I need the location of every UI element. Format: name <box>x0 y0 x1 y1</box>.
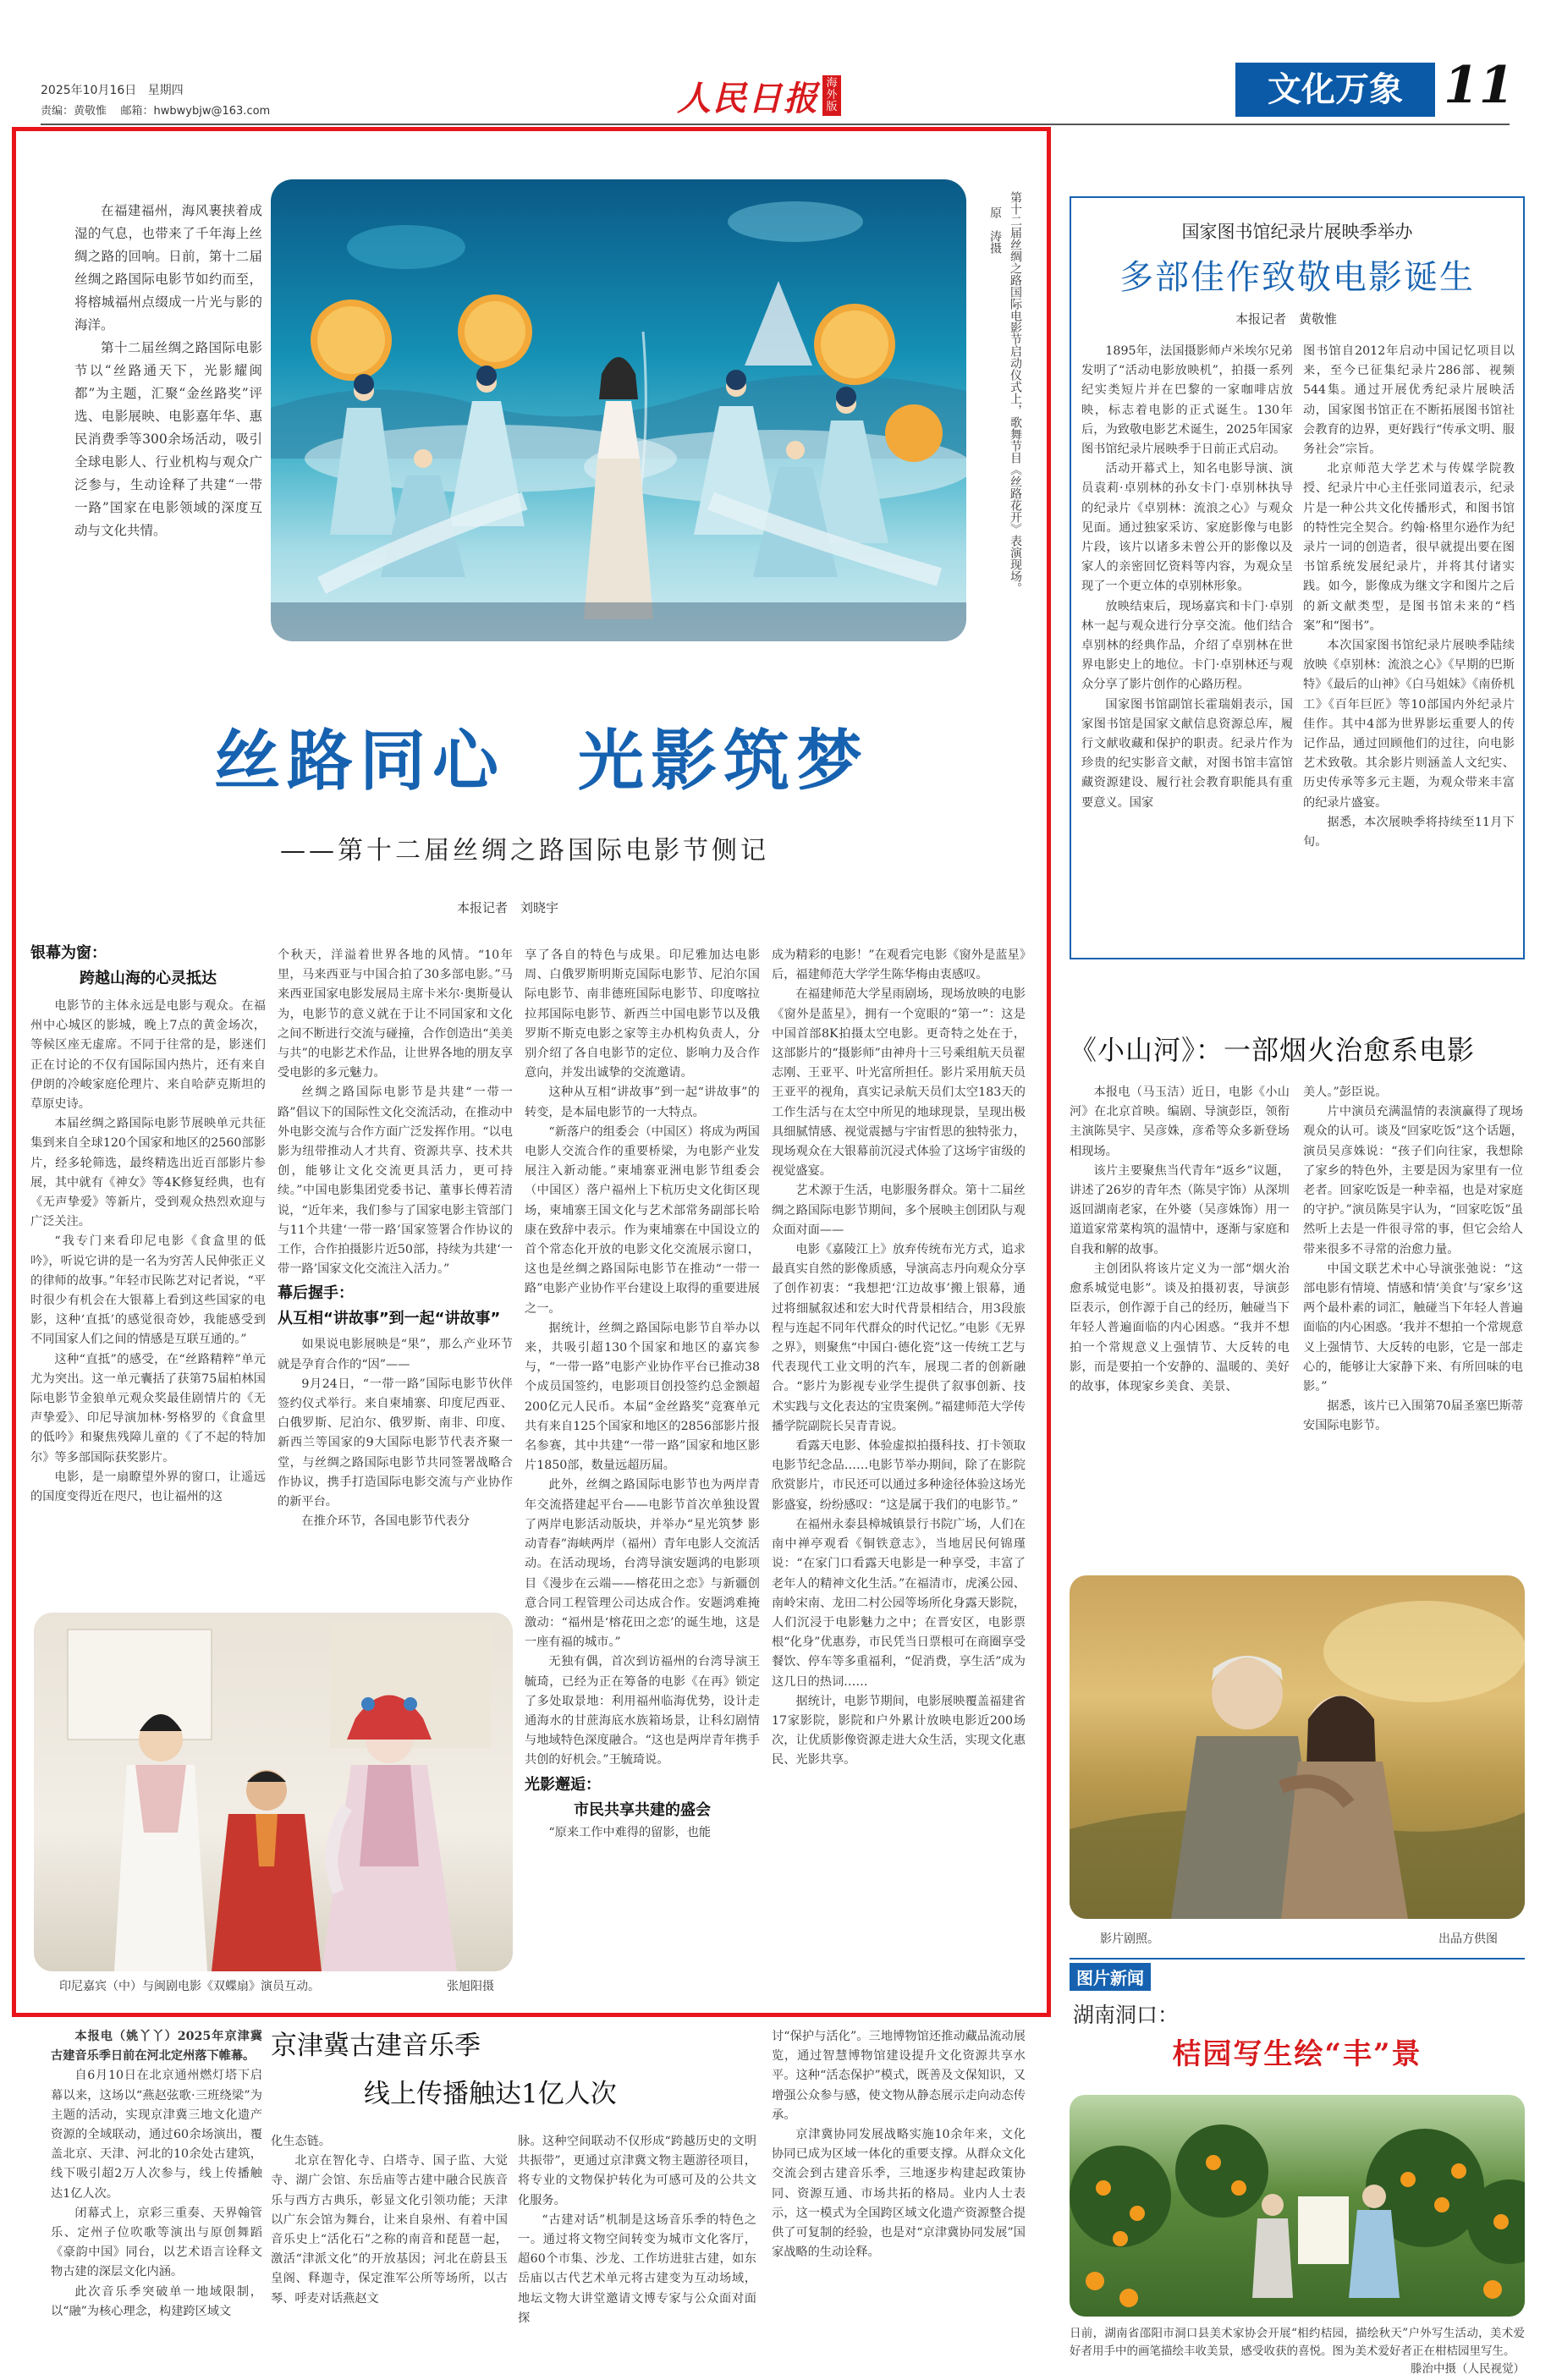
body-paragraph: “古建对话”机制是这场音乐季的特色之一。通过将文物空间转变为城市文化客厅，超60个市集、沙龙、工作坊进驻古建，如东岳庙以古代艺术单元将古建变为互动场域，地坛文物大讲堂邀请文博专家与公众面对面探 <box>518 2212 756 2325</box>
music-column-3 <box>518 2132 756 2374</box>
music-column-2 <box>271 2132 508 2374</box>
section-head: 幕后握手： <box>278 1284 354 1303</box>
body-paragraph: 北京师范大学艺术与传媒学院教授、纪录片中心主任张同道表示，纪录片是一种公共文化传播形式，和图书馆的特性完全契合。约翰·格里尔逊作为纪录片一词的创造者，很早就提出要在图书馆系统发展纪录片，并将其付诸实践。如今，影像成为继文字和图片之后的新文献类型，是图书馆未来的“档案”和“图书”。 <box>1303 462 1515 633</box>
body-paragraph: 讨“保护与活化”。三地博物馆还推动藏品流动展览，通过智慧博物馆建设提升文化资源共享水平。这种“活态保护”模式，既善及文保知识，又增强公众参与感，使文物从静态展示走向动态传承。 <box>772 2030 1026 2122</box>
orchard-illustration <box>1070 2095 1525 2317</box>
body-paragraph: 化生态链。 <box>271 2135 331 2148</box>
body-paragraph: 据统计，丝绸之路国际电影节自举办以来，共吸引超130个国家和地区的嘉宾参与，“一带一路”电影产业协作平台已推动38个成员国签约，电影项目创投签约总金额超200亿元人民币。本届“金丝路奖”竞赛单元共有来自125个国家和地区的2856部影片报名参赛，其中共建“一带一路”国家和地区影片1850部，数量远超历届。 <box>525 1321 760 1473</box>
main-column-4 <box>772 946 1026 1997</box>
headline-line-1: 京津冀古建音乐季 <box>271 2031 481 2061</box>
body-paragraph: 本次国家图书馆纪录片展映季陆续放映《卓别林：流浪之心》《早期的巴斯特》《最后的山神》《白马姐妹》《南侨机工》《百年巨匠》等10部国内外纪录片佳作。其中4部为世界影坛重要人的传记作品，通过回顾他们的过往，向电影艺术致敬。其余影片则涵盖人文纪实、历史传承等多元主题，为观众带来丰富的纪录片盛宴。 <box>1303 639 1515 810</box>
photo-caption: 影片剧照。 <box>1100 1932 1159 1946</box>
edition-badge: 海外版 <box>822 75 841 116</box>
body-paragraph: 在福建师范大学星雨剧场，现场放映的电影《窗外是蓝星》，拥有一个宽眼的“第一”：这是中国首部8K拍摄太空电影。更奇特之处在于，这部影片的“摄影师”由神舟十三号乘组航天员翟志刚、王亚平、叶光富所担任。影片采用航天员王亚平的视角，真实记录航天员们太空183天的工作生活与在太空中所见的地球现景，呈现出极具细腻情感、视觉震撼与宇宙哲思的独特张力，现场观众在大银幕前沉浸式体验了这场宇宙级的视觉盛宴。 <box>772 987 1026 1179</box>
section-title: 文化万象 <box>1235 63 1435 117</box>
photo-caption-vertical <box>982 191 1026 631</box>
main-subheadline: ——第十二届丝绸之路国际电影节侧记 <box>280 836 769 866</box>
body-paragraph: 该片主要聚焦当代青年“返乡”议题，讲述了26岁的青年杰（陈昊宇饰）从深圳返回湖南老家，在外婆（吴彦姝饰）用一道道家常菜构筑的温情中，逐渐与家庭和自我和解的故事。 <box>1070 1163 1290 1256</box>
masthead <box>0 0 1551 127</box>
photo-news-caption <box>1070 2325 1525 2378</box>
photo-news-tag: 图片新闻 <box>1070 1963 1151 1991</box>
photo-credit: 张旭阳摄 <box>447 1980 494 1993</box>
body-paragraph: 本届丝绸之路国际电影节展映单元共征集到来自全球120个国家和地区的2560部影片，经多轮筛选，最终精选出近百部影片参展，其中就有《神女》等4K修复经典，也有《无声挚爱》等新片，受到观众热烈欢迎与广泛关注。 <box>30 1117 266 1229</box>
body-paragraph: 在福州永泰县樟城镇景行书院广场，人们在南中禅亭观看《铜铁意志》，当地居民何锦瑾说：“在家门口看露天电影是一种享受，丰富了老年人的精神文化生活。”在福清市，虎溪公园、南岭宋南、龙田二村公园等场所化身露天影院，人们沉浸于电影魅力之中；在晋安区，电影票根“化身”优惠券，市民凭当日票根可在商圈享受餐饮、停车等多重福利，“促消费，享生活”成为这几日的热词…… <box>772 1517 1026 1689</box>
body-paragraph: 电影《嘉陵江上》放弃传统布光方式，追求最真实自然的影像质感，导演高志丹向观众分享了创作初衷：“我想把‘江边故事’搬上银幕，通过将细腻叙述和宏大时代背景相结合，用3段旅程与连起不同年代群众的时代记忆。”电影《无界之界》，则聚焦“中国白·德化瓷”这一传统工艺与代表现代工业文明的汽车，展现二者的创新融合。“影片为影视专业学生提供了叙事创新、技术实践与文化表达的宝贵案例。”福建师范大学传播学院副院长吴青青说。 <box>772 1243 1026 1433</box>
body-paragraph: 这种从互相“讲故事”到一起“讲故事”的转变，是本届电影节的一大特点。 <box>525 1086 760 1119</box>
section-head: 银幕为窗： <box>30 944 107 962</box>
page-number: 11 <box>1444 56 1515 115</box>
body-paragraph: 放映结束后，现场嘉宾和卡门·卓别林一起与观众进行分享交流。他们结合卓别林的经典作品，介绍了卓别林在世界电影史上的地位。卡门·卓别林还与观众分享了影片创作的心路历程。 <box>1081 599 1293 692</box>
photo-caption: 第十二届丝绸之路国际电影节启动仪式上，歌舞节目《丝路花开》表演现场。 <box>1009 191 1022 594</box>
body-paragraph: 据统计，电影节期间，电影展映覆盖福建省17家影院，影院和户外累计放映电影近200场次，让优质影像资源走进大众生活，实现文化惠民、光影共享。 <box>772 1694 1026 1767</box>
main-byline <box>457 899 711 916</box>
body-paragraph: 这种“直抵”的感受，在“丝路精粹”单元尤为突出。这一单元囊括了获第75届柏林国际电影节金狼单元观众奖最佳剧情片的《无声挚爱》、印尼导演加林·努格罗的《食盒里的低吟》和聚焦残障儿童的《了不起的特加尔》等多部国际获奖影片。 <box>30 1352 266 1465</box>
film-column-2 <box>1303 1083 1523 1572</box>
headline-line-2: 线上传播触达1亿人次 <box>364 2079 617 2109</box>
body-paragraph: 美人。”彭臣说。 <box>1303 1086 1388 1099</box>
music-season-headline <box>271 2024 795 2110</box>
article-kicker: 国家图书馆纪录片展映季举办 <box>1181 222 1413 242</box>
caption-credit: 滕治中摄（人民视觉） <box>1411 2362 1525 2376</box>
photo-news-kicker: 湖南洞口： <box>1073 2003 1180 2027</box>
photo-news-headline: 桔园写生绘“丰”景 <box>1172 2037 1422 2071</box>
body-paragraph: 此次音乐季突破单一地域限制，以“融”为核心理念，构建跨区域文 <box>51 2284 262 2318</box>
body-paragraph: 自6月10日在北京通州燃灯塔下启幕以来，这场以“燕赵弦歌·三班绕梁”为主题的活动，实现京津冀三地文化遗产资源的全域联动，通过60余场演出，覆盖北京、天津、河北的10余处古建筑，线下吸引超2万人次参与，线上传播触达1亿人次。 <box>51 2069 262 2201</box>
article-byline: 本报记者 黄敬惟 <box>1235 311 1338 327</box>
opera-interaction-photo <box>34 1613 513 1971</box>
issue-weekday: 星期四 <box>147 84 184 97</box>
newspaper-name: 人民日报 <box>677 78 819 118</box>
issue-date: 2025年10月16日 <box>41 84 137 97</box>
page-email: 邮箱：hwbwybjw@163.com <box>120 105 271 118</box>
body-paragraph: 图书馆自2012年启动中国记忆项目以来，至今已征集纪录片286部、视频544集。通过开展优秀纪录片展映活动，国家图书馆正在不断拓展图书馆社会教育的边界，更好践行“传承文明、服务社会”宗旨。 <box>1303 344 1515 457</box>
body-paragraph: 如果说电影展映是“果”，那么产业环节就是孕育合作的“因”—— <box>278 1338 513 1371</box>
photo-credit: 原 涛摄 <box>988 206 1002 254</box>
section-subhead: 市民共享共建的盛会 <box>574 1800 711 1819</box>
newspaper-logo <box>677 73 841 118</box>
intro-paragraph: 第十二届丝绸之路国际电影节以“丝路通天下，光影耀闽都”为主题，汇聚“金丝路奖”评选、电影展映、电影嘉年华、惠民消费季等300余场活动，吸引全球电影人、行业机构与观众广泛参与，生动诠释了共建“一带一路”国家在电影领域的深度互动与文化共情。 <box>74 340 262 538</box>
body-paragraph: 此外，丝绸之路国际电影节也为两岸青年交流搭建起平台——电影节首次单独设置了两岸电影活动版块，并举办“星光筑梦 影动青春”海峡两岸（福州）青年电影人交流活动。在活动现场，台湾导演安题鸿的电影项目《漫步在云端——榕花田之恋》与新疆创意合同工程管理公司达成合作。安题鸿难掩激动：“福州是‘榕花田之恋’的诞生地，这是一座有福的城市。” <box>525 1478 760 1650</box>
main-column-2 <box>278 946 513 1608</box>
main-column-1 <box>30 939 266 1608</box>
article-headline: 多部佳作致敬电影诞生 <box>1119 258 1475 297</box>
body-paragraph: 本报电（马玉洁）近日，电影《小山河》在北京首映。编剧、导演彭臣，领衔主演陈昊宇、吴彦姝，彦希等众多新登场相现场。 <box>1070 1086 1290 1158</box>
section-subhead: 跨越山海的心灵抵达 <box>80 970 217 987</box>
body-paragraph: 京津冀协同发展战略实施10余年来，文化协同已成为区域一体化的重要支撑。从群众文化交流会到古建音乐季，三地逐步构建起政策协同、资源互通、市场共拓的格局。业内人士表示，这一模式为全国跨区域文化遗产资源整合提供了可复制的经验，也是对“京津冀协同发展”国家战略的生动诠释。 <box>772 2128 1026 2260</box>
body-paragraph: “新落户的组委会（中国区）将成为两国电影人交流合作的重要桥梁，为电影产业发展注入新动能。”柬埔寨亚洲电影节组委会（中国区）落户福州上下杭历史文化街区现场，柬埔寨王国文化与艺术部常务副部长哈康在致辞中表示。作为柬埔寨在中国设立的首个常态化开放的电影文化交流展示窗口，这也是丝绸之路国际电影节在推动“一带一路”电影产业协作平台建设上取得的重要进展之一。 <box>525 1124 760 1316</box>
body-paragraph: 北京在智化寺、白塔寺、国子监、大觉寺、湖广会馆、东岳庙等古建中融合民族音乐与西方古典乐，彰显文化引领功能；天津以广东会馆为舞台，让来自泉州、有着中国音乐史上“活化石”之称的南音和琵琶一起，激活“津派文化”的开放基因；河北在蔚县玉皇阁、释迦寺，保定淮军公所等场所，以古琴、呼麦对话燕赵文 <box>271 2154 508 2306</box>
intro-paragraph: 在福建福州，海风裹挟着成湿的气息，也带来了千年海上丝绸之路的回响。日前，第十二届丝绸之路国际电影节如约而至，将榕城福州点缀成一片光与影的海洋。 <box>74 203 262 333</box>
film-still-photo <box>1070 1575 1525 1919</box>
byline-text: 本报记者 刘晓宇 <box>457 900 559 915</box>
body-paragraph: 1895年，法国摄影师卢米埃尔兄弟发明了“活动电影放映机”，拍摄一系列纪实类短片并在巴黎的一家咖啡店放映，标志着电影的正式诞生。130年后，为致敬电影艺术诞生，2025年国家图书馆纪录片展映季于日前正式启动。 <box>1081 344 1293 457</box>
body-paragraph: 艺术源于生活，电影服务群众。第十二届丝绸之路国际电影节期间，多个展映主创团队与观众面对面—— <box>772 1184 1026 1237</box>
body-paragraph: 脉。这种空间联动不仅形成“跨越历史的文明共振带”，更通过京津冀文物主题游径项目，将专业的文物保护转化为可感可及的公共文化服务。 <box>518 2135 756 2207</box>
photo-caption: 印尼嘉宾（中）与闽剧电影《双蝶扇》演员互动。 <box>59 1980 320 1993</box>
main-column-3 <box>525 946 760 1997</box>
body-paragraph: 9月24日，“一带一路”国际电影节伙伴签约仪式举行。来自柬埔寨、印度尼西亚、白俄罗斯、尼泊尔、俄罗斯、南非、印度、新西兰等国家的9大国际电影节代表齐聚一堂，与丝绸之路国际电影节共同签署战略合作协议，携手打造国际电影交流与产业协作的新平台。 <box>278 1377 513 1509</box>
body-paragraph: 丝绸之路国际电影节是共建“一带一路”倡议下的国际性文化交流活动，在推动中外电影交流与合作方面广泛发挥作用。“以电影为纽带推动人才共育、资源共享、技术共创，能够让文化交流更具活力，更可持续。”中国电影集团党委书记、董事长傅若清说，“近年来，我们参与了国家电影主管部门与11个共建‘一带一路’国家签署合作协议的工作，合作拍摄影片近50部，持续为共建‘一带一路’国家文化交流注入活力。” <box>278 1086 513 1277</box>
body-paragraph: 电影，是一扇瞭望外界的窗口，让遥远的国度变得近在咫尺，也让福州的这 <box>30 1470 266 1504</box>
body-paragraph: 成为精彩的电影！”在观看完电影《窗外是蓝星》后，福建师范大学学生陈华梅由衷感叹。 <box>772 948 1026 982</box>
library-column-2 <box>1303 342 1515 944</box>
body-paragraph: “我专门来看印尼电影《食盒里的低吟》，听说它讲的是一名为穷苦人民伸张正义的律师的故事。”年轻市民陈艺对记者说，“平时很少有机会在大银幕上看到这些国家的电影，这种‘直抵’的感觉很奇妙，我能感受到不同国家人们之间的情感是互联互通的。” <box>30 1234 266 1347</box>
orchard-sketching-photo <box>1070 2095 1525 2317</box>
main-headline: 丝路同心 光影筑梦 <box>213 723 869 800</box>
body-paragraph: 个秋天，洋溢着世界各地的风情。“10年里，马来西亚与中国合拍了30多部电影。”马来西亚国家电影发展局主席卡米尔·奥斯曼认为，电影节的意义就在于让不同国家和文化之间不断进行交流与碰撞，合作创造出“美美与共”的电影艺术作品，让世界各地的朋友享受电影的多元魅力。 <box>278 948 513 1080</box>
body-paragraph: 据悉，本次展映季将持续至11月下旬。 <box>1303 815 1515 849</box>
page-editor: 责编：黄敬惟 <box>41 105 107 118</box>
body-paragraph: 享了各自的特色与成果。印尼雅加达电影周、白俄罗斯明斯克国际电影节、尼泊尔国际电影节、南非德班国际电影节、印度喀拉拉邦国际电影节、新西兰中国电影节以及俄罗斯不斯克电影之家等主办机构负责人，分别介绍了各自电影节的定位、影响力及合作意向，并发出诚挚的交流邀请。 <box>525 948 760 1080</box>
library-column-1 <box>1081 342 1293 944</box>
body-paragraph: 片中演员充满温情的表演赢得了现场观众的认可。谈及“回家吃饭”这个话题，演员吴彦姝说：“孩子们向往家，我想除了家乡的特色外，主要是因为家里有一位老者。回家吃饭是一种幸福，也是对家庭的守护。”演员陈昊宇认为，“回家吃饭”虽然听上去是一件很寻常的事，但它会给人带来很多不寻常的治愈力量。 <box>1303 1105 1523 1256</box>
body-paragraph: 主创团队将该片定义为一部“烟火治愈系城觉电影”。谈及拍摄初衷，导演彭臣表示，创作源于自己的经历，触碰当下年轻人普遍面临的内心困惑。“我并不想拍一个常规意义上强情节、大反转的电影，而是要拍一个安静的、温暖的、美好的故事，体现家乡美食、美景、 <box>1070 1261 1290 1394</box>
section-subhead: 从互相“讲故事”到一起“讲故事” <box>278 1310 501 1328</box>
body-paragraph: 国家图书馆副馆长霍瑞娟表示，国家图书馆是国家文献信息资源总库，履行文献收藏和保护的职责。纪录片作为珍贵的纪实影音文献，对图书馆丰富馆藏资源建设、履行社会教育职能具有重要意义。国家 <box>1081 697 1293 810</box>
body-paragraph: 在推介环节，各国电影节代表分 <box>301 1514 470 1529</box>
intro-text <box>74 200 262 542</box>
section-head: 光影邂逅： <box>525 1775 601 1794</box>
caption-text: 日前，湖南省邵阳市洞口县美术家协会开展“相约桔园，描绘秋天”户外写生活动，美术爱好者用手中的画笔描绘丰收美景，感受收获的喜悦。图为美术爱好者正在柑桔园里写生。 <box>1070 2327 1525 2358</box>
body-paragraph: “原来工作中难得的留影，也能 <box>548 1825 712 1839</box>
body-paragraph: 据悉，该片已入围第70届圣塞巴斯蒂安国际电影节。 <box>1303 1399 1523 1433</box>
body-paragraph: 活动开幕式上，知名电影导演、演员袁莉·卓别林的孙女卡门·卓别林执导的纪录片《卓别林：流浪之心》与观众见面。通过独家采访、家庭影像与电影片段，该片以诸多未曾公开的影像以及家人的亲密回忆资料等内容，为观众呈现了一个更立体的卓别林形象。 <box>1081 462 1293 594</box>
opera-scene-illustration <box>34 1613 513 1971</box>
body-paragraph: 无独有偶，首次到访福州的台湾导演王毓琦，已经为正在筹备的电影《在再》锁定了多处取景地：利用福州临海优势，设计走通海水的甘蔗海底水族箱场景，让科幻剧情与地域特色深度融合。“这也是两岸青年携手共创的好机会。”王毓琦说。 <box>525 1655 760 1767</box>
body-paragraph: 闭幕式上，京彩三重奏、天界翰管乐、定州子位吹歌等演出与原创舞蹈《豪韵中国》同台，以艺术语言诠释文物古建的深层文化内涵。 <box>51 2206 262 2279</box>
film-column-1 <box>1070 1083 1290 1572</box>
film-article-headline: 《小山河》：一部烟火治愈系电影 <box>1070 1034 1476 1066</box>
stage-scene-illustration <box>271 179 966 641</box>
body-paragraph: 电影节的主体永远是电影与观众。在福州中心城区的影城，晚上7点的黄金场次，等候区座无虚席。不同于往常的是，影迷们正在讨论的不仅有国际国内热片，还有来自伊朗的冷峻家庭伦理片、来自哈萨克斯坦的草原史诗。 <box>30 999 266 1112</box>
photo-credit: 出品方供图 <box>1438 1932 1498 1946</box>
body-paragraph: 中国文联艺术中心导演张弛说：“这部电影有情境、情感和情‘美食’与‘家乡’这两个最朴素的词汇，触碰当下年轻人普遍面临的内心困惑。‘我并不想拍一个常规意义上强情节、大反转的电影，它是一部走心的，能够让大家静下来、有所回味的电影。” <box>1303 1261 1523 1394</box>
music-column-4 <box>772 2027 1026 2374</box>
lead-paragraph: 本报电（姚丫丫）2025年京津冀古建音乐季日前在河北定州落下帷幕。 <box>51 2030 262 2064</box>
stage-performance-photo <box>271 179 966 641</box>
music-column-1 <box>51 2027 262 2374</box>
film-still-illustration <box>1070 1575 1525 1919</box>
body-paragraph: 看露天电影、体验虚拟拍摄科技、打卡领取电影节纪念品……电影节举办期间，除了在影院欣赏影片，市民还可以通过多种途径体验这场光影盛宴，纷纷感叹：“这是属于我们的电影节。” <box>772 1439 1026 1512</box>
